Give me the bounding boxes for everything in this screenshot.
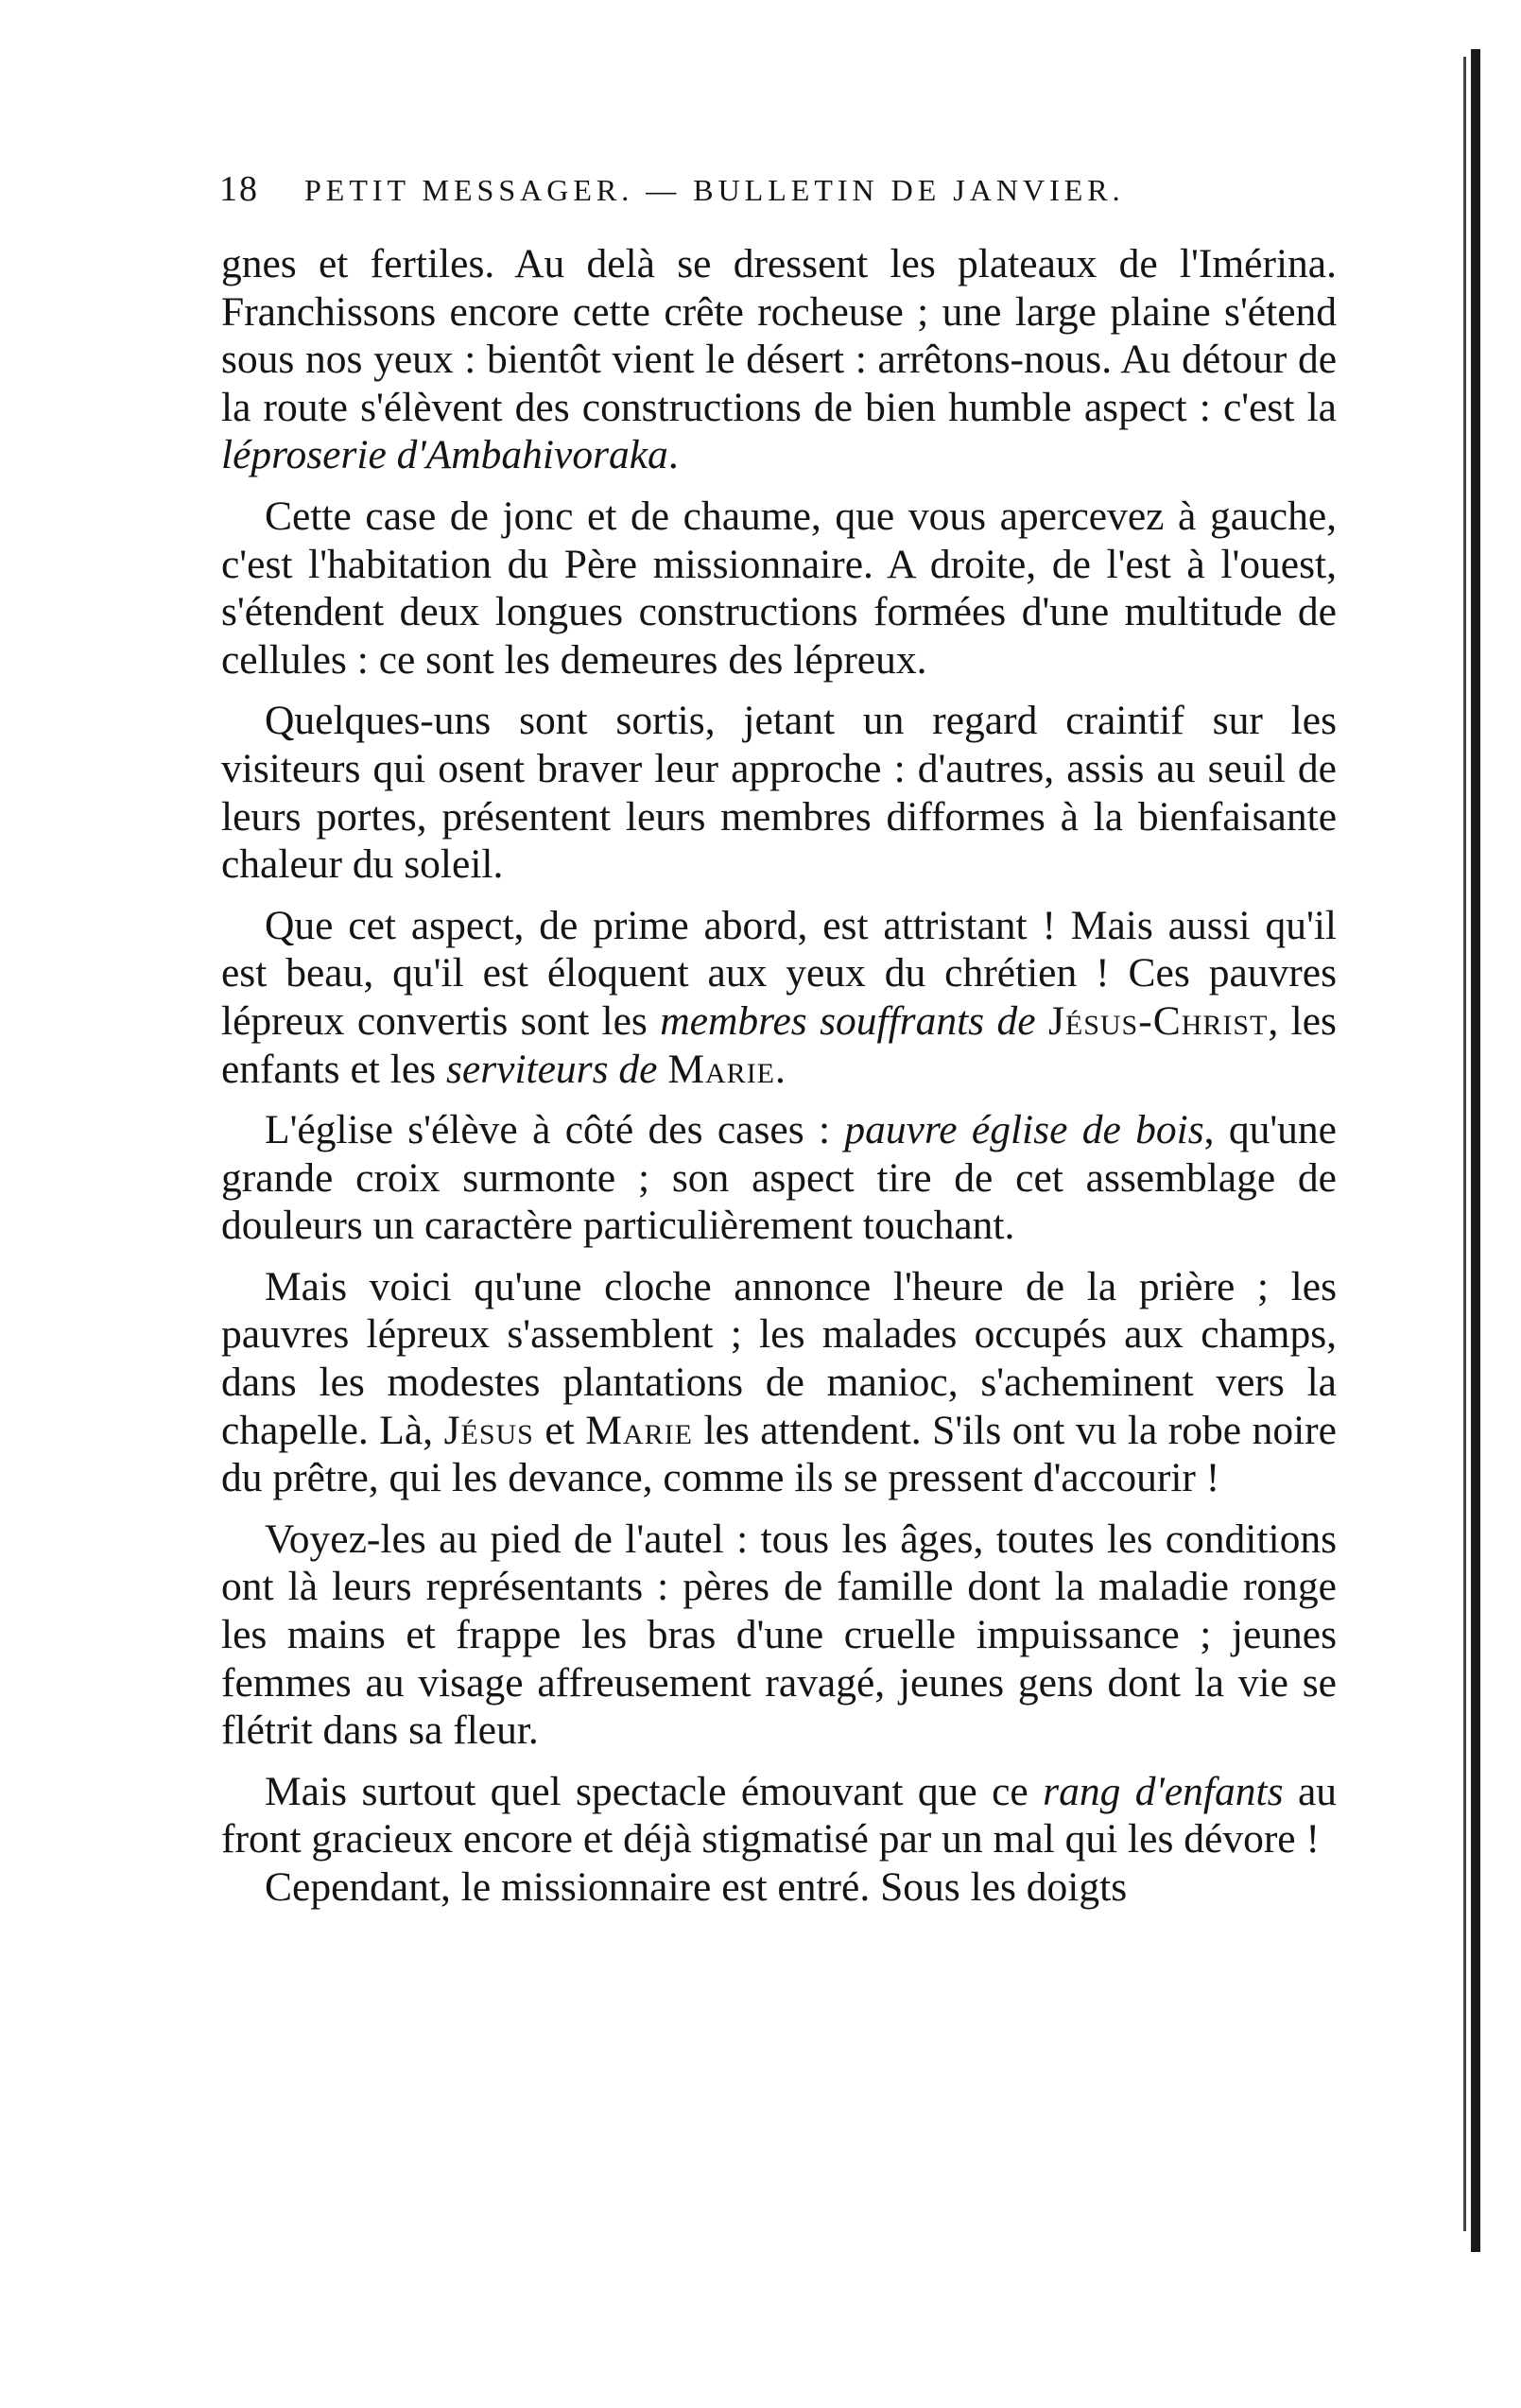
text-run: , les enfants et les xyxy=(221,997,1337,1092)
text-run: au front gracieux encore et déjà stigmatisé par un mal qui les dévore ! xyxy=(221,1768,1338,1862)
paragraph xyxy=(221,902,1337,1093)
smallcaps-text: Marie xyxy=(667,1046,776,1092)
text-run: L'église s'élève à côté des cases : xyxy=(265,1107,845,1153)
paragraph xyxy=(221,1516,1337,1755)
scan-edge-shadow xyxy=(1471,49,1480,2252)
scan-edge-line xyxy=(1463,57,1466,2231)
text-run: les attendent. S'ils ont vu la robe noire du prêtre, qui les devance, comme ils se pressent d'accourir ! xyxy=(221,1407,1337,1501)
smallcaps-text: Jésus xyxy=(443,1407,534,1453)
text-run: , qu'une grande croix surmonte ; son aspect tire de cet assemblage de douleurs un caractère particulièrement touchant. xyxy=(221,1107,1337,1249)
paragraph xyxy=(221,697,1337,888)
page-number: 18 xyxy=(219,169,259,209)
paragraph xyxy=(221,1263,1337,1502)
running-header xyxy=(219,168,1354,216)
smallcaps-text: Marie xyxy=(585,1407,693,1453)
text-run: Mais voici qu'une cloche annonce l'heure de la prière ; les pauvres lépreux s'assemblent ; les malades occupés aux champs, dans les modestes plantations de manioc, s'acheminent vers la chapelle. Là, xyxy=(221,1263,1337,1453)
text-run: gnes et fertiles. Au delà se dressent les plateaux de l'Imérina. Franchissons encore cette crête rocheuse ; une large plaine s'étend sous nos yeux : bientôt vient le désert : arrêtons-nous. Au détour de la route s'élèvent des constructions de bien humble aspect : c'est la xyxy=(221,241,1337,430)
paragraph xyxy=(221,240,1337,479)
paragraph xyxy=(221,1106,1337,1250)
text-run: . xyxy=(775,1046,786,1092)
italic-text: rang d'enfants xyxy=(1043,1768,1284,1814)
smallcaps-text: Jésus-Christ xyxy=(1047,997,1269,1044)
text-run: Que cet aspect, de prime abord, est attristant ! Mais aussi qu'il est beau, qu'il est éloquent aux yeux du chrétien ! Ces pauvres lépreux convertis sont les xyxy=(221,902,1337,1044)
text-run: Quelques-uns sont sortis, jetant un regard craintif sur les visiteurs qui osent braver leur approche : d'autres, assis au seuil de leurs portes, présentent leurs membres difformes à la bienfaisante chaleur du soleil. xyxy=(221,698,1337,888)
body-text xyxy=(221,240,1337,1912)
text-run: Cette case de jonc et de chaume, que vous apercevez à gauche, c'est l'habitation du Père missionnaire. A droite, de l'est à l'ouest, s'étendent deux longues constructions formées d'une multitude de cellules : ce sont les demeures des lépreux. xyxy=(221,493,1337,683)
italic-text: léproserie d'Ambahivoraka xyxy=(221,432,668,478)
italic-text: membres souffrants de xyxy=(660,997,1048,1044)
text-run: Voyez-les au pied de l'autel : tous les âges, toutes les conditions ont là leurs représentants : pères de famille dont la maladie ronge les mains et frappe les bras d'une cruelle impuissance ; jeunes femmes au visage affreusement ravagé, jeunes gens dont la vie se flétrit dans sa fleur. xyxy=(221,1516,1337,1754)
text-run: et xyxy=(533,1407,586,1453)
text-run: Mais surtout quel spectacle émouvant que ce xyxy=(265,1768,1044,1814)
paragraph xyxy=(221,1863,1337,1912)
paragraph xyxy=(221,493,1337,684)
running-title: PETIT MESSAGER. — BULLETIN DE JANVIER. xyxy=(304,173,1125,207)
paragraph xyxy=(221,1768,1337,1863)
text-run: . xyxy=(667,432,679,478)
italic-text: serviteurs de xyxy=(445,1046,668,1092)
italic-text: pauvre église de bois xyxy=(844,1107,1204,1153)
text-run: Cependant, le missionnaire est entré. Sous les doigts xyxy=(265,1864,1128,1910)
